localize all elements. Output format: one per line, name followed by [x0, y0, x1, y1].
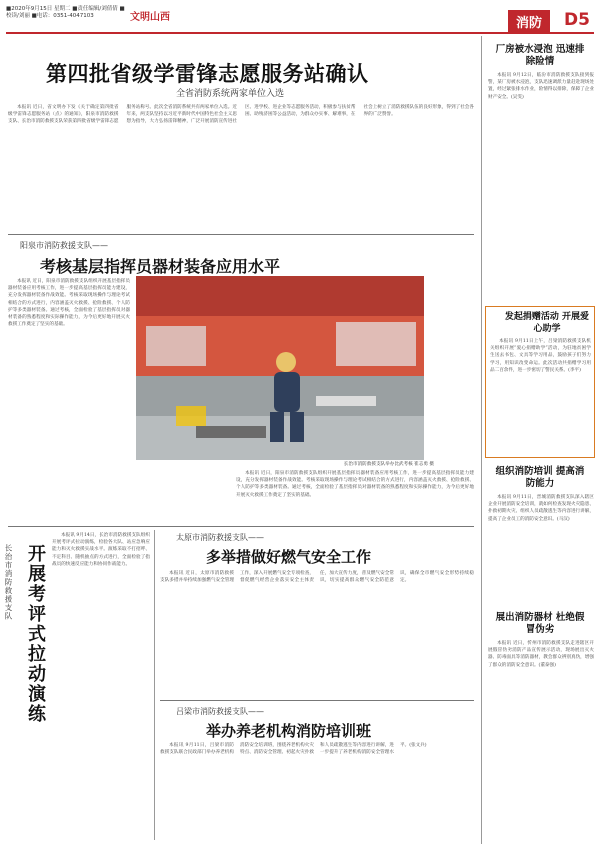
side-headline-3: 组织消防培训 提高消防能力: [495, 466, 585, 489]
changzhi-body: 本报讯 9月14日，长治市消防救援支队组织开展考评式拉动演练，检验各大队、站应急响应能力和灭火救援实战水平。演练采取不打招呼、不定科目、随机抽点的方式进行，全面检验了指战员的快速反应能力和协同作战能力。: [52, 533, 150, 567]
divider: [154, 530, 155, 840]
changzhi-headline: 开展考评式拉动演练: [25, 544, 46, 724]
side-body-3: 本报讯 9月11日，晋城消防救援支队深入辖区企业开展消防安全培训，就如何检查发现火灾隐患、扑救初期火灾、组织人员疏散逃生等内容进行讲解，提高了企业员工的消防安全意识。(马汉): [488, 495, 594, 522]
lvliang-body: 本报讯 9月11日，吕梁市消防救援支队联合民政部门举办养老机构消防安全培训班，围绕养老机构火灾特点、消防安全管理、初起火灾扑救和人员疏散逃生等内容进行讲解，进一步提升了养老机构消防安全管理水平。(张文兵): [160, 743, 427, 756]
page-number: D5: [564, 10, 590, 30]
changzhi-kicker: 长治市消防救援支队: [4, 544, 13, 621]
photo-story-body: 本报讯 近日，阳泉市消防救援支队组织开展基层指挥员器材装备应用考核工作，进一步提高基层指挥员能力建设，充分发挥器材装备作战效能。考核采取现场操作与理论考试相结合的方式进行，内容涵盖灭火救援、抢险救援、个人防护等多类器材装备。通过考核，全面检验了基层指挥员对器材装备的熟悉程度和实际操作能力，为今后更好地开展灭火救援工作奠定了坚实的基础。: [8, 279, 130, 328]
divider: [8, 234, 474, 235]
firefighter-photo: [136, 276, 424, 460]
side-headline-1: 厂房被水浸泡 迅速排除险情: [495, 44, 585, 67]
side-headline-2: 发起捐赠活动 开展爱心助学: [504, 312, 590, 334]
side-body-1: 本报讯 9月12日，临汾市消防救援支队接到报警，某厂房被水浸泡，支队迅速调派力量赶赴现场处置，经过紧张排水作业，险情得以排除，保障了企业财产安全。(吴雯): [488, 73, 594, 100]
photo-caption: 长治市消防救援支队举办比武考核 崔志勇 摄: [343, 462, 434, 467]
lvliang-kicker: 吕梁市消防救援支队——: [176, 707, 264, 716]
side-headline-4: 展出消防器材 杜绝假冒伪劣: [495, 612, 585, 635]
taiyuan-headline: 多举措做好燃气安全工作: [206, 548, 372, 566]
firefighter-illustration: [136, 276, 424, 460]
main-headline: 第四批省级学雷锋志愿服务站确认: [46, 62, 369, 86]
divider: [160, 700, 474, 701]
section-tag: 消防: [508, 10, 550, 33]
masthead: [6, 4, 594, 34]
photo-story-extra: 本报讯 近日，阳泉市消防救援支队组织开展基层指挥员器材装备应用考核工作，进一步提高基层指挥员能力建设，充分发挥器材装备作战效能。考核采取现场操作与理论考试相结合的方式进行，内容涵盖灭火救援、抢险救援、个人防护等多类器材装备。通过考核，全面检验了基层指挥员对器材装备的熟悉程度和实际操作能力，为今后更好地开展灭火救援工作奠定了坚实的基础。: [236, 471, 474, 498]
photo-story-kicker: 阳泉市消防救援支队——: [20, 241, 108, 250]
column-divider: [481, 36, 482, 844]
lvliang-headline: 举办养老机构消防培训班: [206, 722, 372, 740]
date-line: ■2020年9月15日 星期二 ■责任编辑/刘倩倩 ■校读/刘丽 ■电话：0351-4047103: [6, 6, 125, 19]
main-subtitle: 全省消防系统两家单位入选: [176, 89, 285, 99]
taiyuan-body: 本报讯 近日，太原市消防救援支队多措并举持续加强燃气安全管理工作，深入开展燃气安全专项检查，督促燃气经营企业落实安全主体责任，加大宣传力度，普及燃气安全常识，切实提高群众燃气安全防范意识，确保全市燃气安全形势持续稳定。: [160, 571, 474, 584]
side-body-2: 本报讯 9月11日上午，吕梁消防救援支队机关组织开展“爱心捐赠助学”活动，为驻地贫困学生送去书包、文具等学习用品，鼓励孩子们努力学习，用知识改变命运。此次活动共捐赠学习用品二百余件，进一步密切了警民关系。(李平): [490, 339, 591, 373]
taiyuan-kicker: 太原市消防救援支队——: [176, 533, 264, 542]
main-story-body: 本报讯 近日，省文明办下发《关于确定第四批省级学雷锋志愿服务站（点）的通知》，阳泉市消防救援支队、长治市消防救援支队荣获第四批省级学雷锋志愿服务站称号。此次全省消防系统共有两家单位入选。近年来，两支队坚持以习近平新时代中国特色社会主义思想为指导，大力弘扬雷锋精神，广泛开展消防宣传进社区、进学校、进企业等志愿服务活动，积极参与扶贫帮困、助残济困等公益活动，为群众办实事、解难事，在社会上树立了消防救援队伍的良好形象，得到了社会各界的广泛赞誉。: [8, 105, 474, 125]
divider: [8, 526, 474, 527]
side-body-4: 本报讯 近日，忻州市消防救援支队走进辖区开展假冒伪劣消防产品宣传展示活动，现场展出灭火器、防毒面具等消防器材，教会群众辨别真伪，增强了群众的消防安全意识。(董泰强): [488, 641, 594, 668]
column-logo: 文明山西: [130, 12, 170, 23]
photo-story-headline: 考核基层指挥员器材装备应用水平: [40, 257, 281, 276]
